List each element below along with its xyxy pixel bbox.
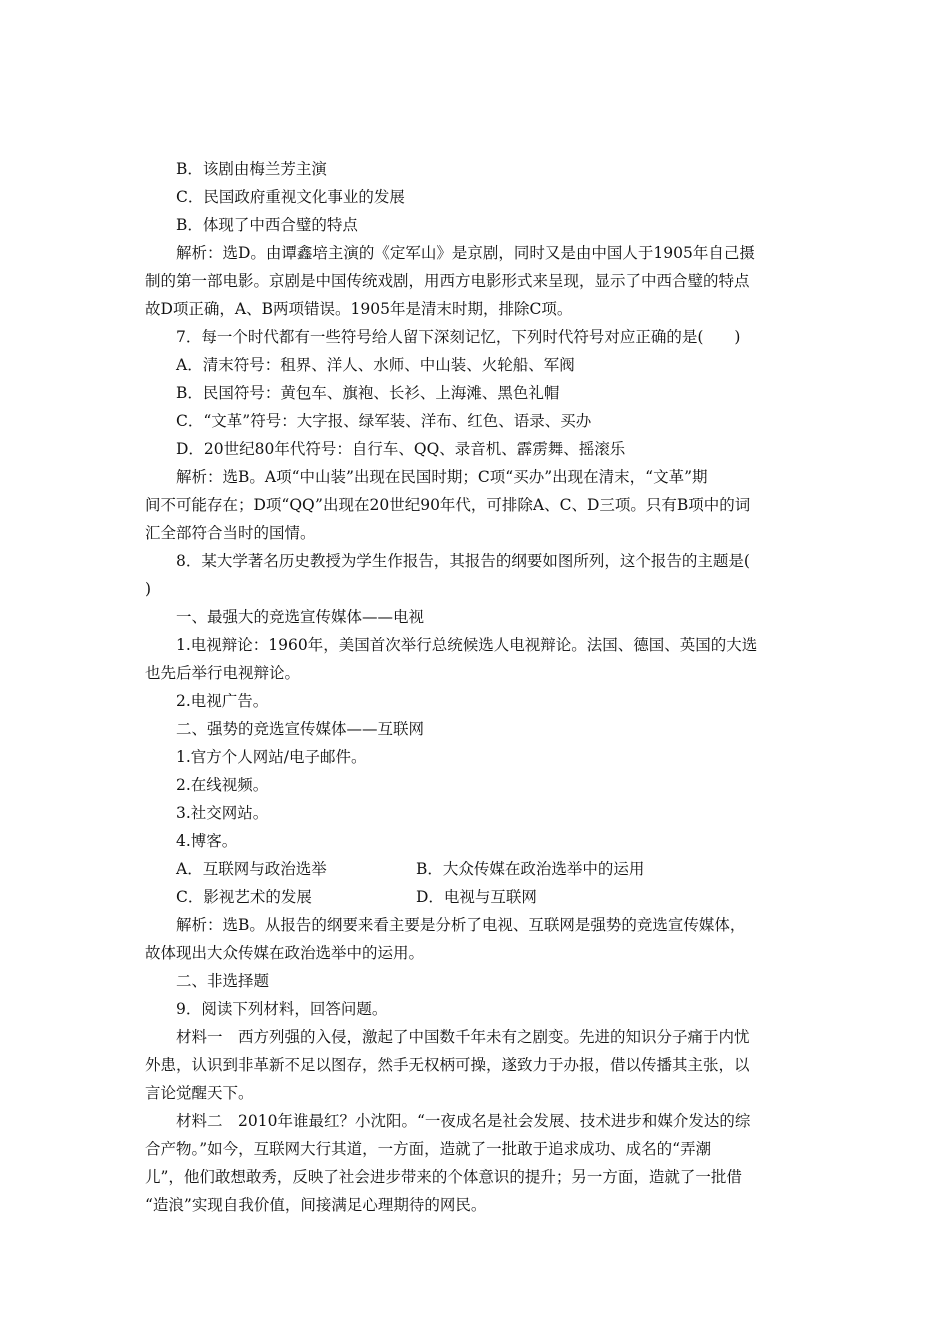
outline-heading-2: 二、强势的竞选宣传媒体——互联网 xyxy=(176,720,425,738)
q8-stem-cont: ) xyxy=(145,580,152,598)
q7-option-d: D．20世纪80年代符号：自行车、QQ、录音机、霹雳舞、摇滚乐 xyxy=(176,440,626,458)
outline-heading-1: 一、最强大的竞选宣传媒体——电视 xyxy=(176,608,425,626)
q7-stem: 7．每一个时代都有一些符号给人留下深刻记忆，下列时代符号对应正确的是( ) xyxy=(176,328,741,346)
material-2-line: 合产物。”如今，互联网大行其道，一方面，造就了一批敢于追求成功、成名的“弄潮 xyxy=(145,1140,712,1158)
material-1-line: 材料一 西方列强的入侵，激起了中国数千年未有之剧变。先进的知识分子痛于内忧 xyxy=(176,1028,750,1046)
q8-option-c: C．影视艺术的发展 xyxy=(176,888,312,906)
q8-option-a: A．互联网与政治选举 xyxy=(176,860,327,878)
outline-item: 2.在线视频。 xyxy=(176,776,269,794)
option-d-line: B．体现了中西合璧的特点 xyxy=(176,216,358,234)
q8-options-row-2 xyxy=(145,883,810,911)
outline-item: 4.博客。 xyxy=(176,832,238,850)
q6-analysis-line: 制的第一部电影。京剧是中国传统戏剧，用西方电影形式来呈现，显示了中西合璧的特点 xyxy=(145,272,750,290)
document-page xyxy=(145,155,810,1219)
option-b-line: B．该剧由梅兰芳主演 xyxy=(176,160,327,178)
q6-analysis-line: 故D项正确，A、B两项错误。1905年是清末时期，排除C项。 xyxy=(145,300,573,318)
q6-analysis-line: 解析：选D。由谭鑫培主演的《定军山》是京剧，同时又是由中国人于1905年自己摄 xyxy=(176,244,755,262)
material-2-line: “造浪”实现自我价值，间接满足心理期待的网民。 xyxy=(145,1196,487,1214)
material-2-line: 材料二 2010年谁最红？小沈阳。“一夜成名是社会发展、技术进步和媒介发达的综 xyxy=(176,1112,751,1130)
q8-options-row-1 xyxy=(145,855,810,883)
material-1-line: 言论觉醒天下。 xyxy=(145,1084,254,1102)
q8-option-d: D．电视与互联网 xyxy=(416,888,537,906)
q8-analysis-line: 故体现出大众传媒在政治选举中的运用。 xyxy=(145,944,425,962)
material-1-line: 外患，认识到非革新不足以图存，然手无权柄可操，遂致力于办报，借以传播其主张，以 xyxy=(145,1056,750,1074)
q7-analysis-line: 间不可能存在；D项“QQ”出现在20世纪90年代，可排除A、C、D三项。只有B项中的词 xyxy=(145,496,751,514)
q7-option-b: B．民国符号：黄包车、旗袍、长衫、上海滩、黑色礼帽 xyxy=(176,384,560,402)
q8-stem: 8．某大学著名历史教授为学生作报告，其报告的纲要如图所列，这个报告的主题是( xyxy=(176,552,750,570)
outline-item: 2.电视广告。 xyxy=(176,692,269,710)
q8-analysis-line: 解析：选B。从报告的纲要来看主要是分析了电视、互联网是强势的竞选宣传媒体， xyxy=(176,916,746,934)
q8-option-b: B．大众传媒在政治选举中的运用 xyxy=(416,860,645,878)
q7-analysis-line: 汇全部符合当时的国情。 xyxy=(145,524,316,542)
section-heading: 二、非选择题 xyxy=(176,972,270,990)
outline-item-cont: 也先后举行电视辩论。 xyxy=(145,664,301,682)
option-c-line: C．民国政府重视文化事业的发展 xyxy=(176,188,405,206)
q7-option-a: A．清末符号：租界、洋人、水师、中山装、火轮船、军阀 xyxy=(176,356,575,374)
q7-analysis-line: 解析：选B。A项“中山装”出现在民国时期；C项“买办”出现在清末，“文革”期 xyxy=(176,468,708,486)
q9-stem: 9．阅读下列材料，回答问题。 xyxy=(176,1000,388,1018)
outline-item: 3.社交网站。 xyxy=(176,804,269,822)
outline-item: 1.电视辩论：1960年，美国首次举行总统候选人电视辩论。法国、德国、英国的大选 xyxy=(176,636,758,654)
outline-item: 1.官方个人网站/电子邮件。 xyxy=(176,748,367,766)
material-2-line: 儿”，他们敢想敢秀，反映了社会进步带来的个体意识的提升；另一方面，造就了一批借 xyxy=(145,1168,742,1186)
q7-option-c: C．“文革”符号：大字报、绿军装、洋布、红色、语录、买办 xyxy=(176,412,592,430)
